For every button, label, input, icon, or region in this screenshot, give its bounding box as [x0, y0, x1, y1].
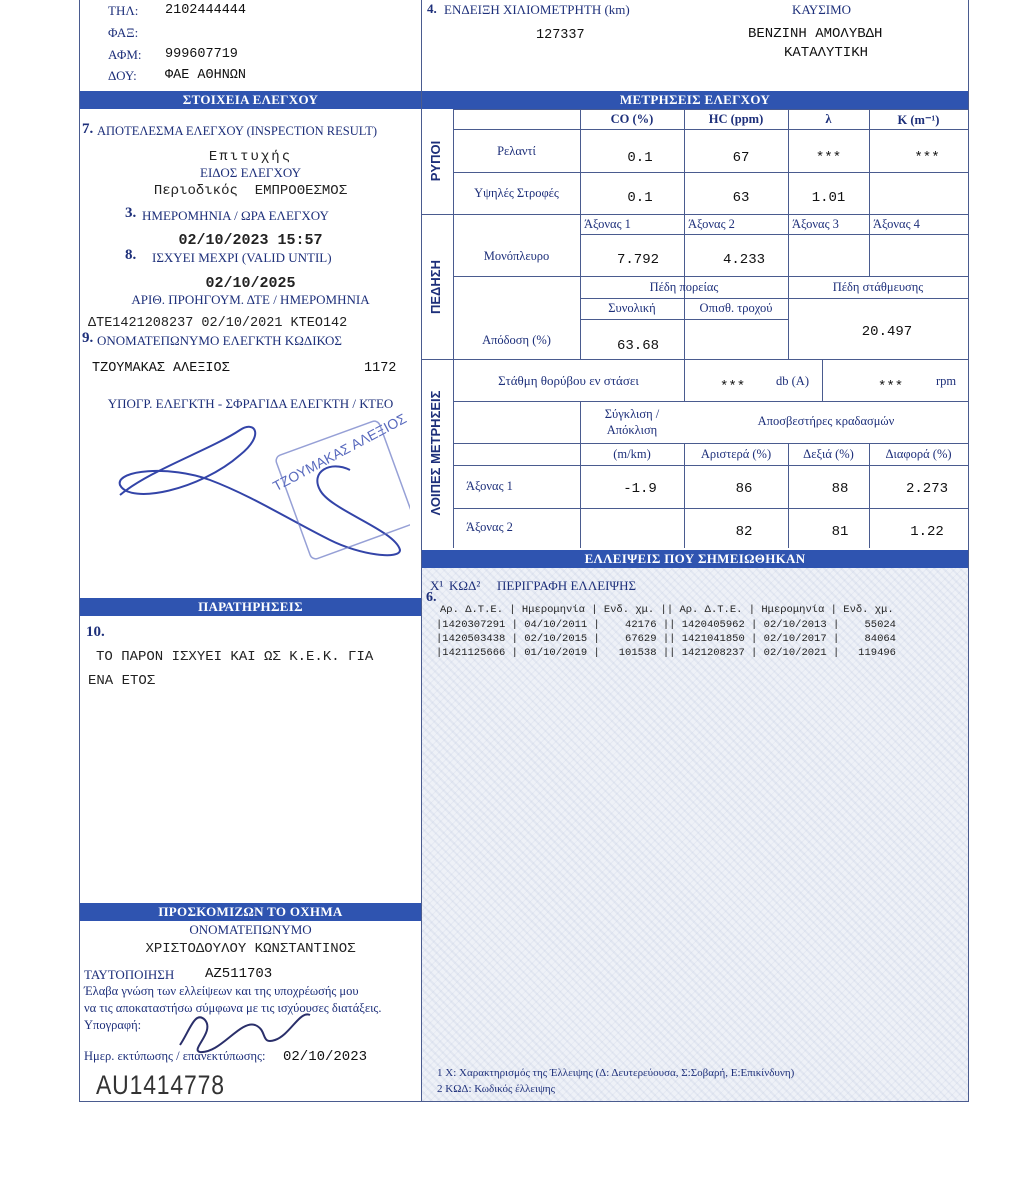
- valid-label: ΙΣΧΥΕΙ ΜΕΧΡΙ (VALID UNTIL): [152, 250, 332, 265]
- date-label: ΗΜΕΡΟΜΗΝΙΑ / ΩΡΑ ΕΛΕΓΧΟΥ: [142, 208, 329, 223]
- header-lambda: λ: [825, 112, 832, 126]
- fuel-label: ΚΑΥΣΙΜΟ: [792, 2, 852, 17]
- result-value: Επιτυχής: [208, 149, 293, 165]
- presenter-id-value: ΑΖ511703: [205, 966, 273, 982]
- odometer-label: ΕΝΔΕΙΞΗ ΧΙΛΙΟΜΕΤΡΗΤΗ (km): [444, 2, 630, 17]
- grid-line: [684, 359, 685, 401]
- axle-1-header: Άξονας 1: [584, 217, 631, 231]
- defects-x-label: Χ¹: [430, 578, 444, 593]
- idle-hc: 67: [732, 150, 750, 166]
- presenter-bar: ΠΡΟΣΚΟΜΙΖΩΝ ΤΟ ΟΧΗΜΑ: [80, 903, 421, 921]
- afm-value: 999607719: [165, 47, 238, 62]
- date-num: 3.: [125, 205, 137, 221]
- doy-value: ΦΑΕ ΑΘΗΝΩΝ: [165, 68, 247, 83]
- print-date-value: 02/10/2023: [283, 1049, 368, 1065]
- inspector-signature: [90, 410, 410, 580]
- presenter-name-label: ΟΝΟΜΑΤΕΠΩΝΥΜΟ: [189, 922, 312, 937]
- grid-line: [788, 109, 789, 359]
- type-label: ΕΙΔΟΣ ΕΛΕΓΧΟΥ: [200, 165, 301, 180]
- high-co: 0.1: [627, 190, 653, 206]
- history-table-header: Αρ. Δ.Τ.Ε. | Ημερομηνία | Ενδ. χμ. || Αρ. Δ.Τ.Ε. | Ημερομηνία | Ενδ. χμ.: [440, 604, 894, 616]
- odometer-value: 127337: [536, 28, 585, 43]
- grid-line: [453, 172, 968, 173]
- presenter-signature-label: Υπογραφή:: [84, 1018, 142, 1032]
- grid-line: [822, 359, 823, 401]
- row-idle-label: Ρελαντί: [497, 144, 536, 158]
- serial-number: AU1414778: [96, 1070, 225, 1100]
- frame-bottom: [79, 1101, 969, 1102]
- grid-line: [453, 109, 454, 548]
- header-co: CO (%): [610, 112, 654, 126]
- axle-1-shock-right: 88: [831, 481, 849, 497]
- footnote-2: 2 ΚΩΔ: Κωδικός έλλειψης: [437, 1083, 555, 1095]
- remarks-bar: ΠΑΡΑΤΗΡΗΣΕΙΣ: [80, 598, 421, 616]
- grid-line: [453, 465, 968, 466]
- axle-1-shock-diff: 2.273: [905, 481, 948, 497]
- defects-num: 6.: [426, 590, 437, 605]
- axle-4-header: Άξονας 4: [873, 217, 920, 231]
- result-label: ΑΠΟΤΕΛΕΣΜΑ ΕΛΕΓΧΟΥ (INSPECTION RESULT): [97, 124, 378, 138]
- grid-line: [453, 129, 968, 130]
- doy-label: ΔΟΥ:: [108, 68, 137, 83]
- grid-line: [580, 234, 968, 235]
- defects-code-label: ΚΩΔ²: [449, 578, 481, 593]
- grid-line: [580, 401, 581, 548]
- print-date-label: Ημερ. εκτύπωσης / επανεκτύπωσης:: [84, 1049, 266, 1063]
- measurements-bar: ΜΕΤΡΗΣΕΙΣ ΕΛΕΓΧΟΥ: [422, 91, 968, 109]
- noise-label: Στάθμη θορύβου εν στάσει: [498, 373, 639, 388]
- idle-lambda: ***: [815, 150, 842, 166]
- axle-2-shock-left: 82: [735, 524, 753, 540]
- tel-label: ΤΗΛ:: [108, 3, 139, 18]
- axle-1-shock-left: 86: [735, 481, 753, 497]
- grid-line: [453, 401, 968, 402]
- history-row-2: |1420503438 | 02/10/2015 | 67629 || 1421041850 | 02/10/2017 | 84064: [436, 633, 896, 645]
- grid-line: [453, 276, 968, 277]
- inspector-signature-label: ΥΠΟΓΡ. ΕΛΕΓΚΤΗ - ΣΦΡΑΓΙΔΑ ΕΛΕΓΚΤΗ / ΚΤΕΟ: [107, 396, 394, 411]
- row-high-label: Υψηλές Στροφές: [474, 186, 559, 200]
- prev-value: ΔΤΕ1421208237 02/10/2021 ΚΤΕΟ142: [88, 316, 348, 331]
- presenter-signature: [160, 990, 340, 1060]
- acknowledgement-line-1: Έλαβα γνώση των ελλείψεων και της υποχρέωσής μου: [84, 984, 359, 998]
- emissions-side-label: ΡΥΠΟΙ: [428, 140, 443, 182]
- rpm-unit: rpm: [936, 374, 957, 388]
- odometer-num: 4.: [427, 1, 437, 16]
- rpm-value: ***: [878, 379, 904, 395]
- axle-1-alignment: -1.9: [623, 481, 657, 497]
- service-brake-label: Πέδη πορείας: [649, 280, 719, 294]
- type-value: Περιοδικός ΕΜΠΡΟΘΕΣΜΟΣ: [153, 183, 348, 199]
- grid-line: [580, 298, 968, 299]
- date-value: 02/10/2023 15:57: [178, 232, 323, 249]
- afm-label: ΑΦΜ:: [108, 47, 142, 62]
- acknowledgement-line-2: να τις αποκαταστήσω σύμφωνα με τις ισχύουσες διατάξεις.: [84, 1001, 382, 1015]
- shock-left-header: Αριστερά (%): [700, 447, 772, 461]
- idle-co: 0.1: [627, 150, 653, 166]
- fuel-line2: ΚΑΤΑΛΥΤΙΚΗ: [784, 45, 869, 61]
- shock-right-header: Δεξιά (%): [803, 447, 854, 461]
- result-num: 7.: [82, 121, 94, 137]
- grid-line: [422, 359, 968, 360]
- inspector-stamp: ΤΖΟΥΜΑΚΑΣ ΑΛΕΞΙΟΣ: [270, 410, 409, 495]
- noise-unit: db (A): [776, 374, 809, 388]
- shock-absorbers-label: Αποσβεστήρες κραδασμών: [757, 414, 895, 428]
- header-hc: HC (ppm): [708, 112, 764, 126]
- axle-2-shock-right: 81: [831, 524, 849, 540]
- defects-bar: ΕΛΛΕΙΨΕΙΣ ΠΟΥ ΣΗΜΕΙΩΘΗΚΑΝ: [422, 550, 968, 568]
- grid-line: [869, 109, 870, 276]
- valid-num: 8.: [125, 247, 137, 263]
- alignment-unit: (m/km): [613, 447, 651, 461]
- grid-line: [580, 109, 581, 359]
- rear-wheel-label: Οπισθ. τροχού: [699, 301, 773, 315]
- idle-k: ***: [914, 150, 940, 166]
- tel-value: 2102444444: [165, 3, 247, 18]
- single-side-label: Μονόπλευρο: [483, 249, 550, 263]
- grid-line: [453, 508, 968, 509]
- axle-3-header: Άξονας 3: [792, 217, 839, 231]
- footnote-1: 1 Χ: Χαρακτηρισμός της Έλλειψης (Δ: Δευτερεύουσα, Σ:Σοβαρή, Ε:Επικίνδυνη): [437, 1067, 795, 1079]
- high-hc: 63: [732, 190, 750, 206]
- history-row-3: |1421125666 | 01/10/2019 | 101538 || 1421208237 | 02/10/2021 | 119496: [436, 647, 896, 659]
- presenter-name-value: ΧΡΙΣΤΟΔΟΥΛΟΥ ΚΩΝΣΤΑΝΤΙΝΟΣ: [145, 941, 356, 957]
- remarks-num: 10.: [86, 624, 105, 640]
- axle-2-shock-diff: 1.22: [910, 524, 944, 540]
- defects-desc-label: ΠΕΡΙΓΡΑΦΗ ΕΛΛΕΙΨΗΣ: [497, 578, 637, 593]
- grid-line: [422, 214, 968, 215]
- total-label: Συνολική: [608, 301, 656, 315]
- fax-label: ΦΑΞ:: [108, 25, 139, 40]
- inspector-code: 1172: [364, 361, 397, 376]
- history-row-1: |1420307291 | 04/10/2011 | 42176 || 1420405962 | 02/10/2013 | 55024: [436, 619, 896, 631]
- efficiency-label: Απόδοση (%): [482, 333, 551, 347]
- alignment-label: Σύγκλιση / Απόκλιση: [604, 407, 660, 437]
- other-axle-1-label: Άξονας 1: [466, 479, 513, 493]
- prev-label: ΑΡΙΘ. ΠΡΟΗΓΟΥΜ. ΔΤΕ / ΗΜΕΡΟΜΗΝΙΑ: [131, 292, 370, 307]
- remarks-line-2: ΕΝΑ ΕΤΟΣ: [88, 673, 156, 689]
- high-lambda: 1.01: [811, 190, 846, 206]
- other-side-label: ΛΟΙΠΕΣ ΜΕΤΡΗΣΕΙΣ: [428, 390, 443, 516]
- grid-line: [453, 443, 968, 444]
- brakes-side-label: ΠΕΔΗΣΗ: [428, 260, 443, 314]
- valid-value: 02/10/2025: [205, 275, 296, 292]
- noise-value: ***: [720, 379, 746, 395]
- inspector-num: 9.: [82, 330, 94, 346]
- shock-diff-header: Διαφορά (%): [885, 447, 952, 461]
- axle-2-header: Άξονας 2: [688, 217, 735, 231]
- inspector-name: ΤΖΟΥΜΑΚΑΣ ΑΛΕΞΙΟΣ: [92, 361, 230, 376]
- parking-brake-label: Πέδη στάθμευσης: [832, 280, 924, 294]
- parking-value: 20.497: [861, 324, 913, 340]
- single-axle-2: 4.233: [722, 252, 765, 268]
- control-data-bar: ΣΤΟΙΧΕΙΑ ΕΛΕΓΧΟΥ: [80, 91, 421, 109]
- grid-line: [453, 109, 968, 110]
- single-axle-1: 7.792: [616, 252, 659, 268]
- fuel-line1: ΒΕΝΖΙΝΗ ΑΜΟΛΥΒΔΗ: [748, 26, 883, 42]
- header-k: K (m⁻¹): [897, 113, 940, 127]
- presenter-id-label: ΤΑΥΤΟΠΟΙΗΣΗ: [84, 967, 175, 982]
- remarks-line-1: ΤΟ ΠΑΡΟΝ ΙΣΧΥΕΙ ΚΑΙ ΩΣ Κ.Ε.Κ. ΓΙΑ: [96, 649, 374, 665]
- service-total-value: 63.68: [616, 338, 659, 354]
- other-axle-2-label: Άξονας 2: [466, 520, 513, 534]
- inspector-label: ΟΝΟΜΑΤΕΠΩΝΥΜΟ ΕΛΕΓΚΤΗ ΚΩΔΙΚΟΣ: [97, 333, 342, 348]
